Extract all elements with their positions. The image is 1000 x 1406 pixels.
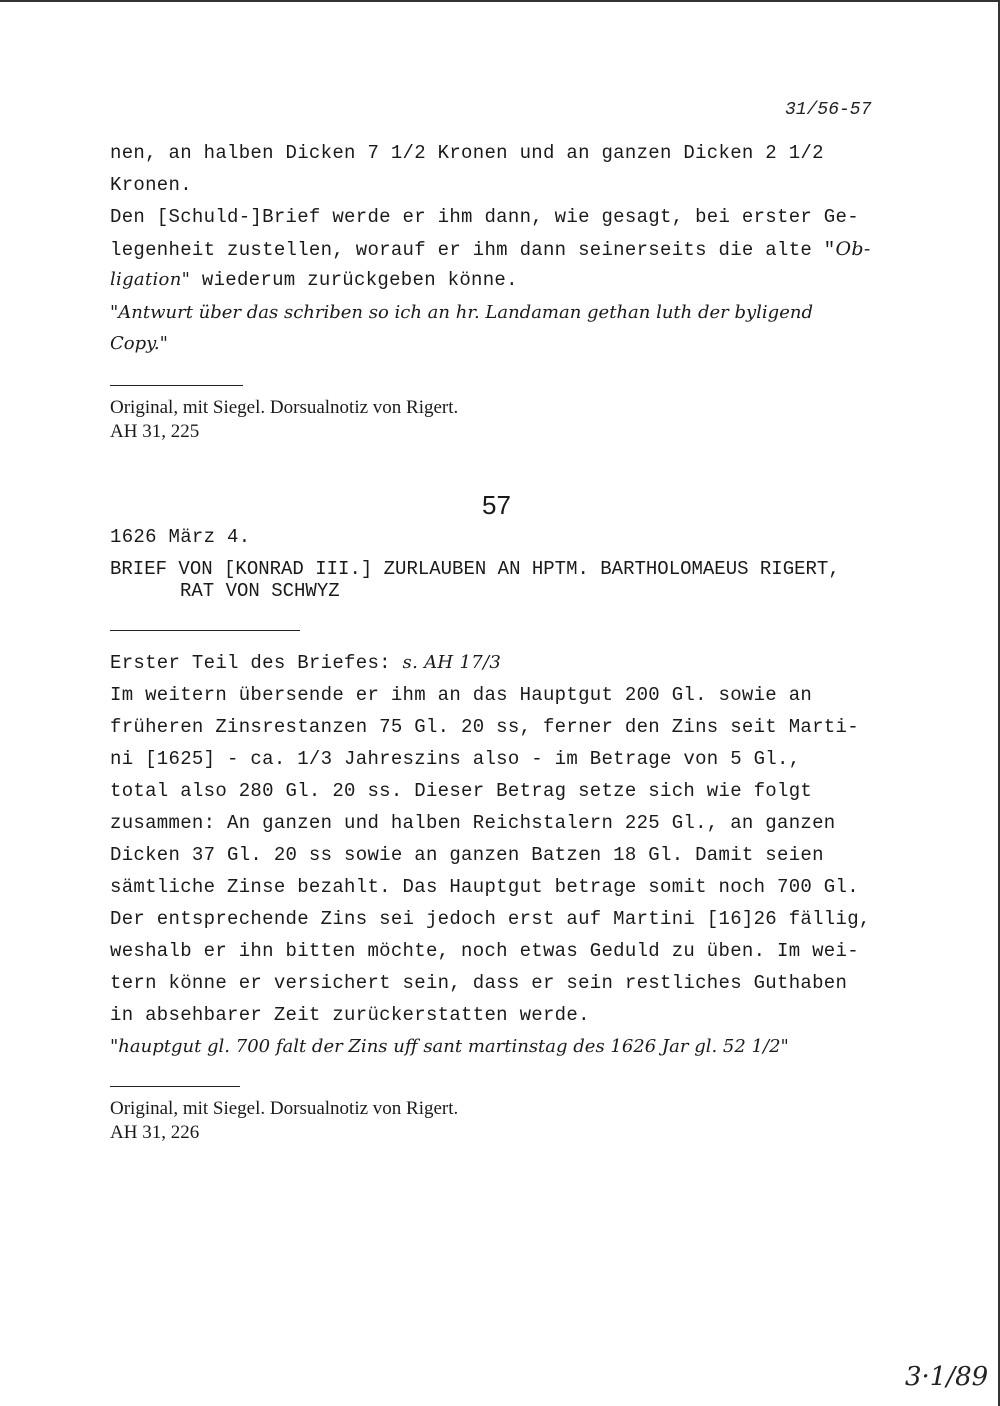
footnote-divider xyxy=(110,385,243,386)
body-line: zusammen: An ganzen und halben Reichstalern 225 Gl., an ganzen xyxy=(110,812,836,834)
prev-quote-line: "Antwurt über das schriben so ich an hr. Landaman gethan luth der byligend xyxy=(110,302,813,323)
archive-mark: 3·1/89 xyxy=(905,1362,989,1392)
source-note: Original, mit Siegel. Dorsualnotiz von Rigert. xyxy=(110,1098,459,1119)
footnote-divider xyxy=(110,1086,240,1087)
first-part-label: Erster Teil des Briefes: xyxy=(110,652,403,674)
document-title: RAT VON SCHWYZ xyxy=(180,580,340,602)
document-number: 57 xyxy=(482,490,511,520)
body-line: Der entsprechende Zins sei jedoch erst auf Martini [16]26 fällig, xyxy=(110,908,871,930)
prev-text-line: nen, an halben Dicken 7 1/2 Kronen und an ganzen Dicken 2 1/2 xyxy=(110,142,824,164)
body-line: ni [1625] - ca. 1/3 Jahreszins also - im Betrage von 5 Gl., xyxy=(110,748,801,770)
page-number: 31/56-57 xyxy=(785,100,872,120)
prev-text-line: Den [Schuld-]Brief werde er ihm dann, wie gesagt, bei erster Ge- xyxy=(110,206,859,228)
prev-text-line: Kronen. xyxy=(110,174,192,196)
page-border-top xyxy=(0,0,1000,2)
body-line: Im weitern übersende er ihm an das Hauptgut 200 Gl. sowie an xyxy=(110,684,813,706)
quote-line: "hauptgut gl. 700 falt der Zins uff sant martinstag des 1626 Jar gl. 52 1/2" xyxy=(110,1036,789,1057)
prev-quote-line: Copy." xyxy=(110,333,168,354)
body-line: in absehbarer Zeit zurückerstatten werde. xyxy=(110,1004,590,1026)
prev-text-line xyxy=(110,238,871,261)
source-ref: AH 31, 226 xyxy=(110,1122,200,1143)
prev-text-line xyxy=(110,269,518,291)
body-line: weshalb er ihn bitten möchte, noch etwas Geduld zu üben. Im wei- xyxy=(110,940,859,962)
document-date: 1626 März 4. xyxy=(110,526,251,548)
prev-text-segment: legenheit zustellen, worauf er ihm dann seinerseits die alte " xyxy=(110,239,836,261)
body-line: total also 280 Gl. 20 ss. Dieser Betrag setze sich wie folgt xyxy=(110,780,813,802)
body-line: sämtliche Zinse bezahlt. Das Hauptgut betrage somit noch 700 Gl. xyxy=(110,876,859,898)
document-title: BRIEF VON [KONRAD III.] ZURLAUBEN AN HPTM. BARTHOLOMAEUS RIGERT, xyxy=(110,558,840,580)
first-part-ref: s. AH 17/3 xyxy=(402,652,502,673)
prev-text-italic: Ob- xyxy=(835,238,871,260)
prev-text-italic: ligation" xyxy=(110,269,191,290)
body-line: Dicken 37 Gl. 20 ss sowie an ganzen Batzen 18 Gl. Damit seien xyxy=(110,844,824,866)
body-line: früheren Zinsrestanzen 75 Gl. 20 ss, ferner den Zins seit Marti- xyxy=(110,716,859,738)
source-ref: AH 31, 225 xyxy=(110,421,200,442)
body-line: tern könne er versichert sein, dass er sein restliches Guthaben xyxy=(110,972,848,994)
first-part-line xyxy=(110,652,501,674)
source-note: Original, mit Siegel. Dorsualnotiz von Rigert. xyxy=(110,397,459,418)
title-divider xyxy=(110,630,300,631)
prev-text-segment: wiederum zurückgeben könne. xyxy=(190,269,518,291)
